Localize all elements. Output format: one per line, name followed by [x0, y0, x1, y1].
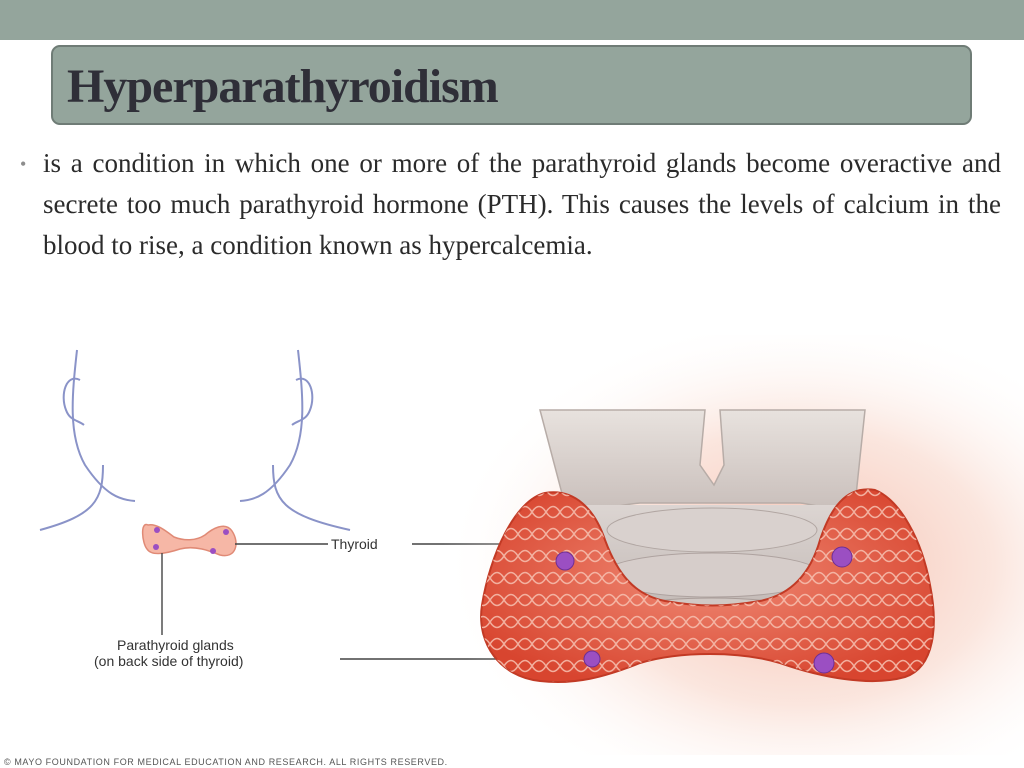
bullet-text: is a condition in which one or more of the parathyroid glands become overactive and secrete too much parathyroid hormone (PTH). This causes the levels of calcium in the blood to rise, a condition known as hypercalcemia. [43, 148, 1001, 260]
thyroid-label: Thyroid [331, 536, 378, 552]
neck-outline [40, 350, 350, 530]
copyright-credit: © MAYO FOUNDATION FOR MEDICAL EDUCATION AND RESEARCH. ALL RIGHTS RESERVED. [4, 757, 448, 767]
title-bar [51, 45, 972, 125]
thyroid-illustration [0, 325, 1024, 768]
illustration-svg [0, 325, 1024, 768]
parathyroid-label: Parathyroid glands [117, 637, 234, 653]
bullet-marker: • [20, 154, 27, 174]
slide-title: Hyperparathyroidism [67, 60, 498, 113]
small-thyroid [143, 525, 236, 556]
parathyroid-sublabel: (on back side of thyroid) [94, 653, 244, 669]
top-band [0, 0, 1024, 40]
